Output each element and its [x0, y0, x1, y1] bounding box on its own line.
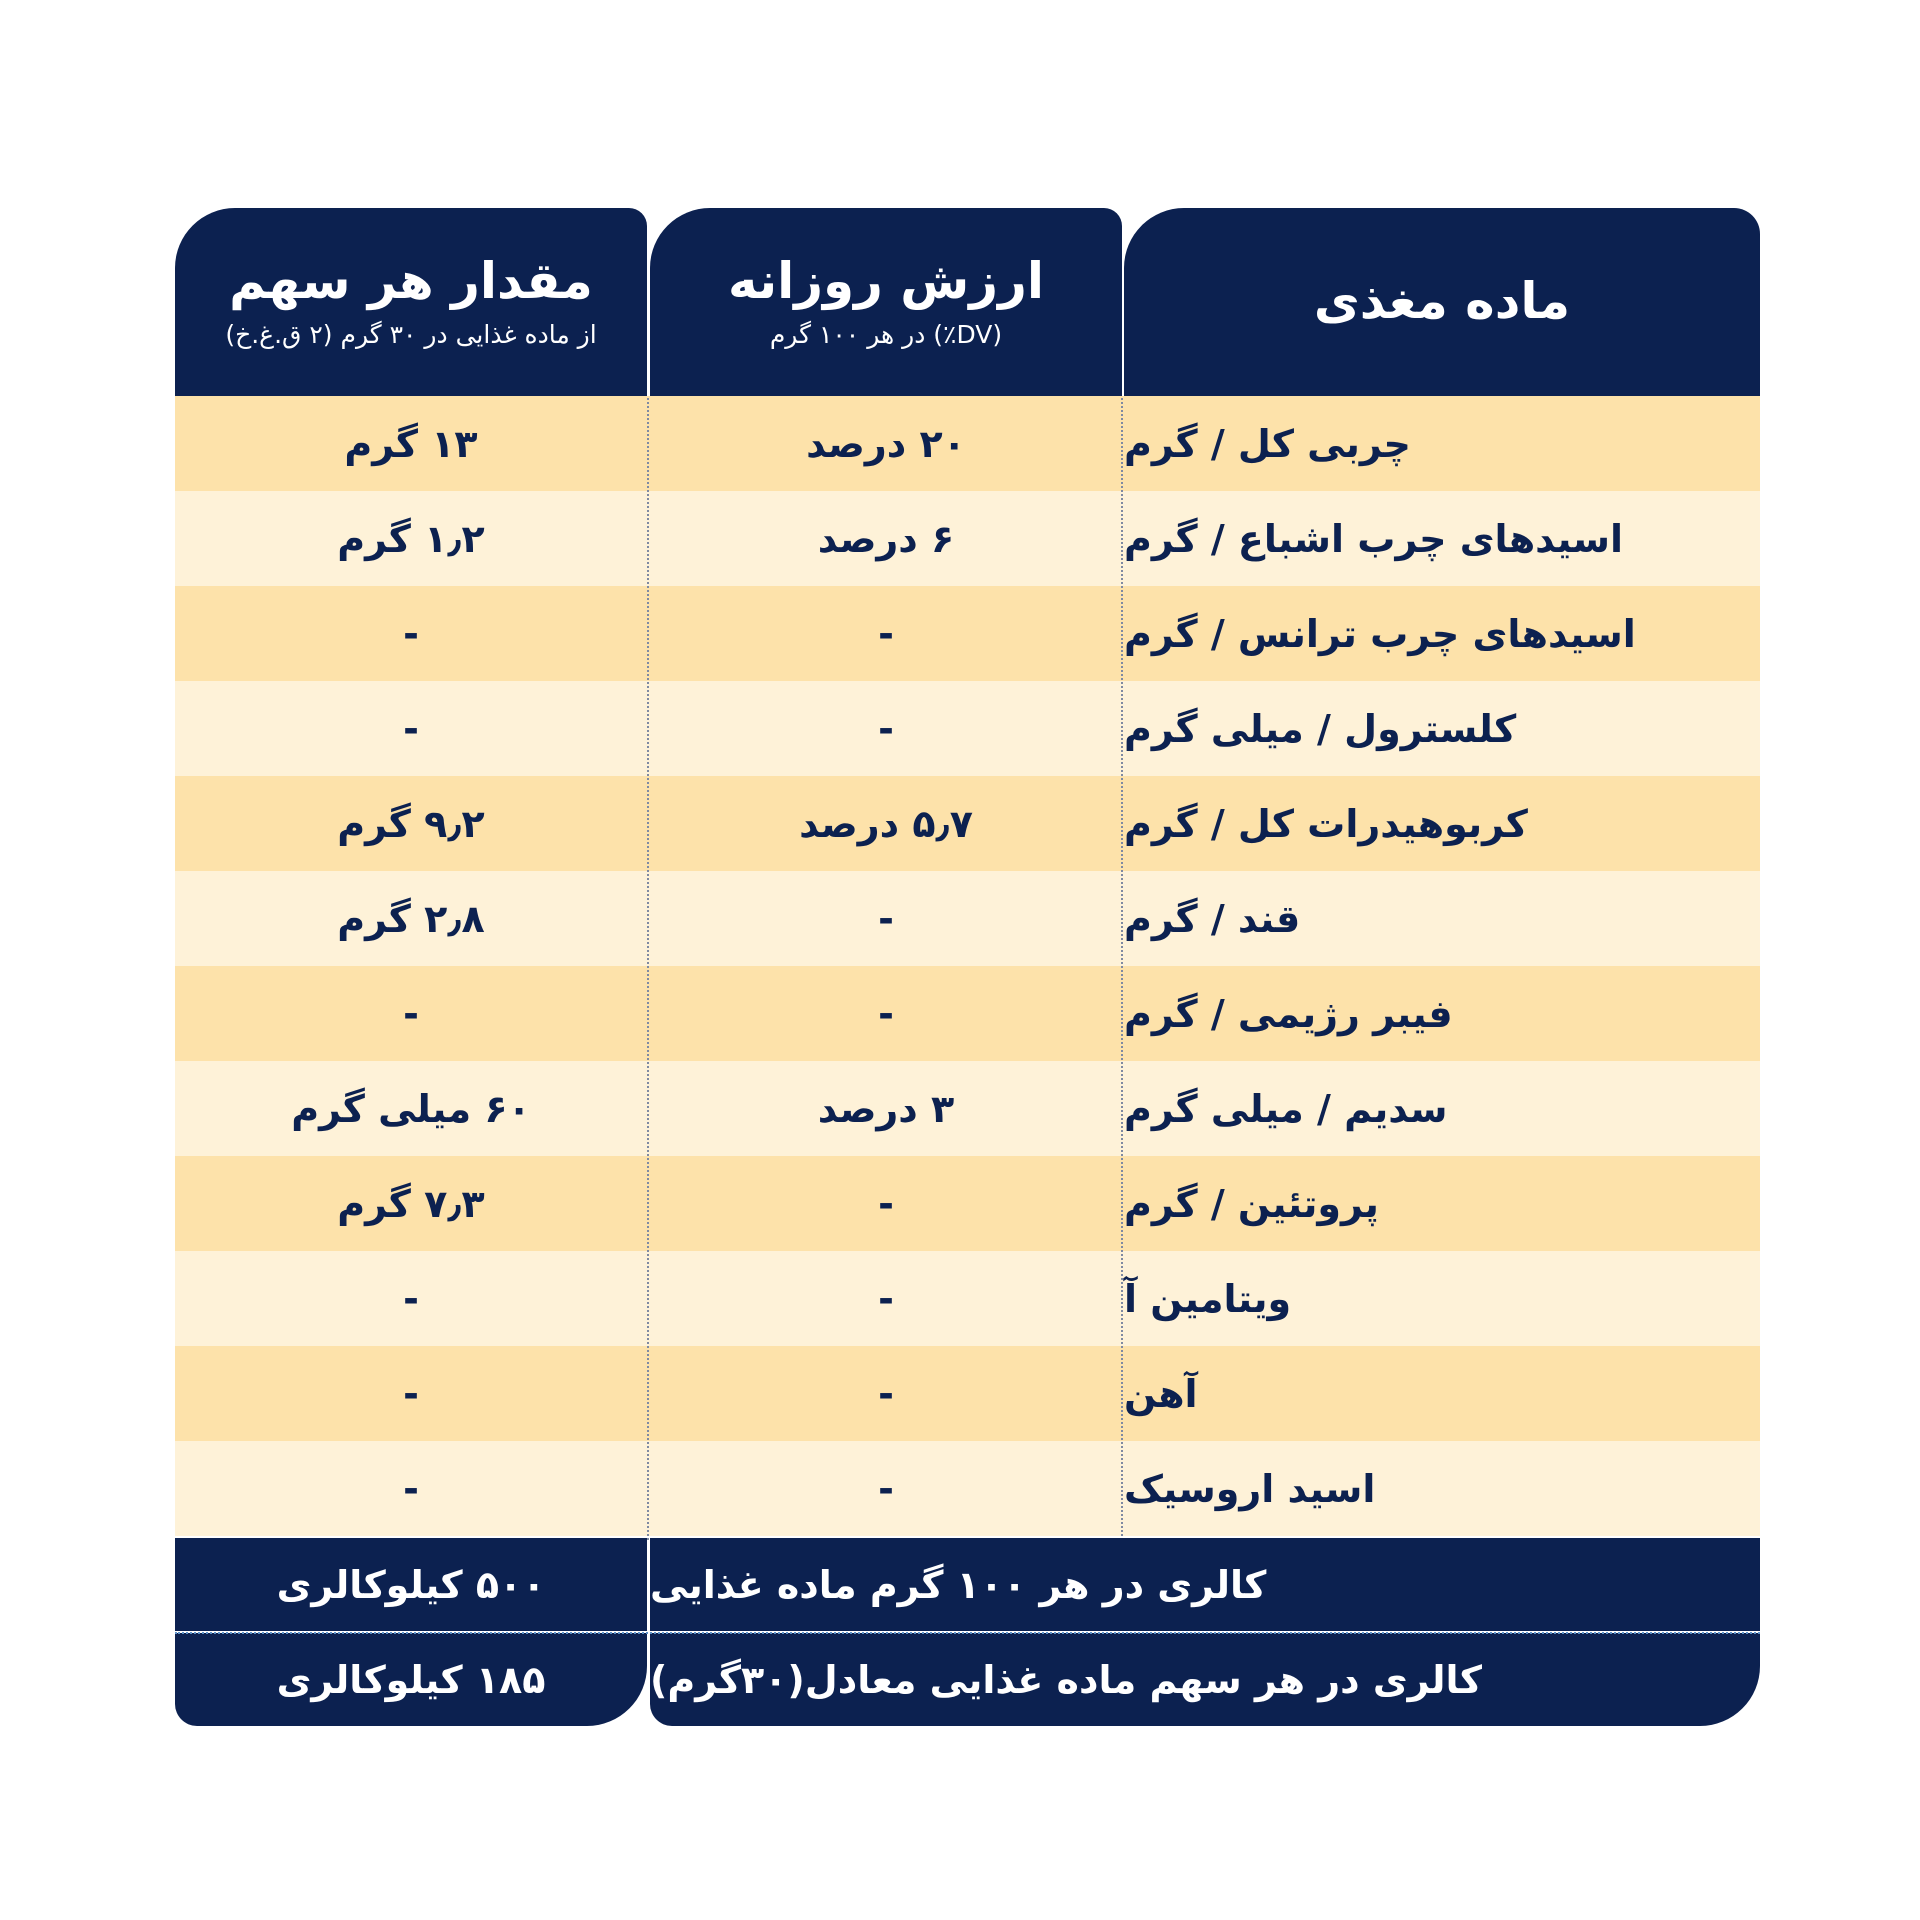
header-nutrient: [1124, 208, 1760, 396]
serving-value: -: [403, 1466, 419, 1511]
serving-value: -: [403, 1276, 419, 1321]
daily-value: -: [878, 1181, 894, 1226]
daily-value: -: [878, 1371, 894, 1416]
table-row: [175, 1156, 1760, 1251]
nutrition-facts-table: [175, 208, 1760, 1728]
nutrient-name: اسیدهای چرب اشباع / گرم: [1124, 516, 1624, 561]
nutrient-name: اسید اروسیک: [1124, 1466, 1376, 1511]
daily-value: -: [878, 1466, 894, 1511]
header-daily-value: [650, 208, 1122, 396]
nutrient-name: ویتامین آ: [1124, 1276, 1292, 1321]
table-row: [175, 396, 1760, 491]
daily-value: ۶ درصد: [817, 516, 955, 561]
table-row: [175, 966, 1760, 1061]
nutrient-name: فیبر رژیمی / گرم: [1124, 991, 1453, 1036]
calories-per-serving-label: کالری در هر سهم ماده غذایی معادل(۳۰گرم): [650, 1633, 1760, 1726]
nutrient-name: قند / گرم: [1124, 896, 1301, 941]
serving-value: ۱٫۲ گرم: [337, 516, 485, 561]
daily-value: -: [878, 611, 894, 656]
header-daily-value-subtitle: (DV٪) در هر ۱۰۰ گرم: [769, 319, 1003, 349]
serving-value: -: [403, 991, 419, 1036]
daily-value: ۳ درصد: [817, 1086, 955, 1131]
daily-value: -: [878, 991, 894, 1036]
table-row: [175, 586, 1760, 681]
serving-value: ۷٫۳ گرم: [337, 1181, 485, 1226]
serving-value: -: [403, 611, 419, 656]
nutrient-name: کلسترول / میلی گرم: [1124, 706, 1517, 751]
table-row: [175, 1061, 1760, 1156]
header-daily-value-title: ارزش روزانه: [728, 252, 1044, 310]
header-nutrient-title: ماده مغذی: [1313, 272, 1571, 331]
header-serving-subtitle: از ماده غذایی در ۳۰ گرم (۲ ق.غ.خ): [225, 319, 597, 349]
column-divider: [1121, 398, 1123, 1540]
table-row: [175, 1441, 1760, 1536]
serving-value: ۶۰ میلی گرم: [291, 1086, 531, 1131]
daily-value: ۲۰ درصد: [806, 421, 966, 466]
calories-per-100g-value: ۵۰۰ کیلوکالری: [175, 1538, 647, 1631]
column-divider: [647, 398, 649, 1540]
nutrient-rows: [175, 396, 1760, 1536]
serving-value: ۹٫۲ گرم: [337, 801, 485, 846]
nutrient-name: کربوهیدرات کل / گرم: [1124, 801, 1528, 846]
calories-per-100g-label: کالری در هر ۱۰۰ گرم ماده غذایی: [650, 1538, 1760, 1631]
table-row: [175, 1251, 1760, 1346]
table-row: [175, 776, 1760, 871]
daily-value: -: [878, 1276, 894, 1321]
nutrient-name: چربی کل / گرم: [1124, 421, 1411, 466]
serving-value: ۱۳ گرم: [344, 421, 478, 466]
header-serving-title: مقدار هر سهم: [229, 252, 593, 310]
nutrient-name: سدیم / میلی گرم: [1124, 1086, 1448, 1131]
daily-value: ۵٫۷ درصد: [799, 801, 973, 846]
table-row: [175, 681, 1760, 776]
calories-per-serving-value: ۱۸۵ کیلوکالری: [175, 1633, 647, 1726]
serving-value: ۲٫۸ گرم: [337, 896, 485, 941]
table-row: [175, 871, 1760, 966]
footer-divider: [175, 1632, 1760, 1634]
nutrient-name: آهن: [1124, 1371, 1198, 1416]
table-row: [175, 1346, 1760, 1441]
table-row: [175, 491, 1760, 586]
serving-value: -: [403, 706, 419, 751]
nutrient-name: اسیدهای چرب ترانس / گرم: [1124, 611, 1636, 656]
daily-value: -: [878, 896, 894, 941]
header-serving-amount: [175, 208, 647, 396]
serving-value: -: [403, 1371, 419, 1416]
daily-value: -: [878, 706, 894, 751]
nutrient-name: پروتئین / گرم: [1124, 1181, 1379, 1226]
